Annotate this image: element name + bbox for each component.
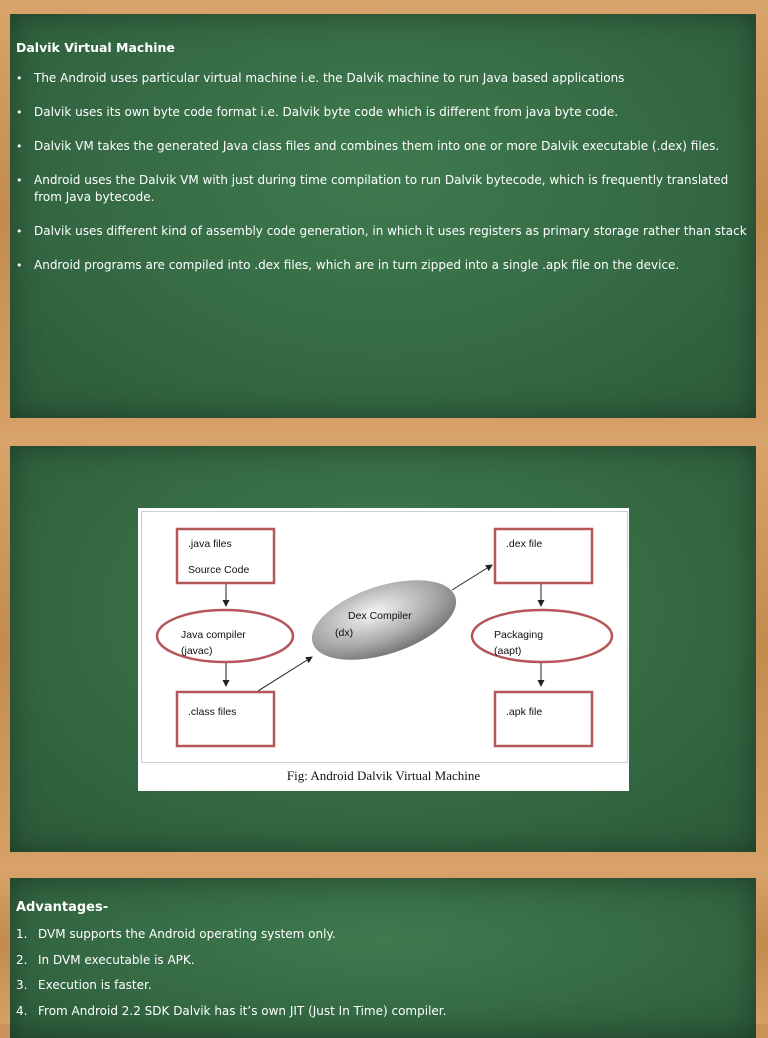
dx-label: (dx) bbox=[335, 627, 354, 639]
class-files-label: .class files bbox=[188, 706, 237, 718]
source-code-label: Source Code bbox=[188, 564, 250, 576]
dex-compiler-label: Dex Compiler bbox=[348, 610, 412, 622]
item-number: 2. bbox=[16, 952, 28, 967]
bullet-text: The Android uses particular virtual machine i.e. the Dalvik machine to run Java based applications bbox=[34, 71, 625, 85]
item-text: In DVM executable is APK. bbox=[38, 952, 195, 967]
list-item bbox=[16, 138, 748, 155]
list-item bbox=[16, 223, 748, 240]
apk-file-label: .apk file bbox=[506, 706, 543, 718]
javac-label: (javac) bbox=[181, 645, 213, 657]
item-text: Execution is faster. bbox=[38, 978, 152, 992]
dex-file-label: .dex file bbox=[506, 538, 543, 550]
slide-frame-1 bbox=[0, 0, 768, 432]
chalkboard-3 bbox=[10, 878, 756, 1038]
list-item bbox=[16, 977, 746, 993]
slide-title: Dalvik Virtual Machine bbox=[16, 40, 175, 55]
advantages-list bbox=[16, 926, 746, 1028]
figure-caption: Fig: Android Dalvik Virtual Machine bbox=[286, 768, 481, 783]
list-item bbox=[16, 926, 746, 942]
bullet-icon: • bbox=[16, 225, 23, 238]
item-number: 1. bbox=[16, 927, 28, 941]
bullet-list bbox=[16, 70, 748, 291]
item-text: From Android 2.2 SDK Dalvik has it’s own JIT (Just In Time) compiler. bbox=[38, 1003, 447, 1018]
advantages-title: Advantages- bbox=[16, 900, 109, 915]
class-files-box bbox=[177, 692, 274, 746]
apk-file-box bbox=[495, 692, 592, 746]
bullet-icon: • bbox=[16, 174, 23, 187]
dalvik-diagram bbox=[141, 511, 628, 763]
bullet-icon: • bbox=[16, 140, 23, 153]
slide-frame-2 bbox=[0, 432, 768, 864]
bullet-text: Dalvik uses different kind of assembly code generation, in which it uses registers as primary storage rather than stack bbox=[34, 224, 747, 238]
bullet-text: Dalvik VM takes the generated Java class files and combines them into one or more Dalvik executable (.dex) files. bbox=[34, 139, 720, 153]
bullet-icon: • bbox=[16, 259, 23, 272]
item-number: 4. bbox=[16, 1003, 28, 1018]
bullet-icon: • bbox=[16, 72, 23, 85]
chalkboard-1 bbox=[10, 14, 756, 418]
list-item bbox=[16, 70, 748, 87]
list-item bbox=[16, 1003, 746, 1019]
slide-frame-3 bbox=[0, 864, 768, 1024]
bullet-text: Android programs are compiled into .dex files, which are in turn zipped into a single .apk file on the device. bbox=[34, 258, 680, 272]
list-item bbox=[16, 172, 748, 206]
item-text: DVM supports the Android operating system only. bbox=[38, 927, 336, 941]
java-compiler-label: Java compiler bbox=[181, 629, 246, 641]
list-item bbox=[16, 104, 748, 121]
packaging-label: Packaging bbox=[494, 629, 544, 641]
chalkboard-2 bbox=[10, 446, 756, 852]
dalvik-figure bbox=[138, 508, 629, 791]
aapt-label: (aapt) bbox=[494, 645, 522, 657]
bullet-text: Android uses the Dalvik VM with just during time compilation to run Dalvik bytecode, which is frequently translated from Java bytecode. bbox=[34, 173, 729, 204]
list-item bbox=[16, 952, 746, 968]
item-number: 3. bbox=[16, 978, 28, 992]
bullet-icon: • bbox=[16, 106, 23, 119]
bullet-text: Dalvik uses its own byte code format i.e. Dalvik byte code which is different from java byte code. bbox=[34, 105, 619, 119]
list-item bbox=[16, 257, 748, 274]
java-files-label: .java files bbox=[188, 538, 232, 550]
